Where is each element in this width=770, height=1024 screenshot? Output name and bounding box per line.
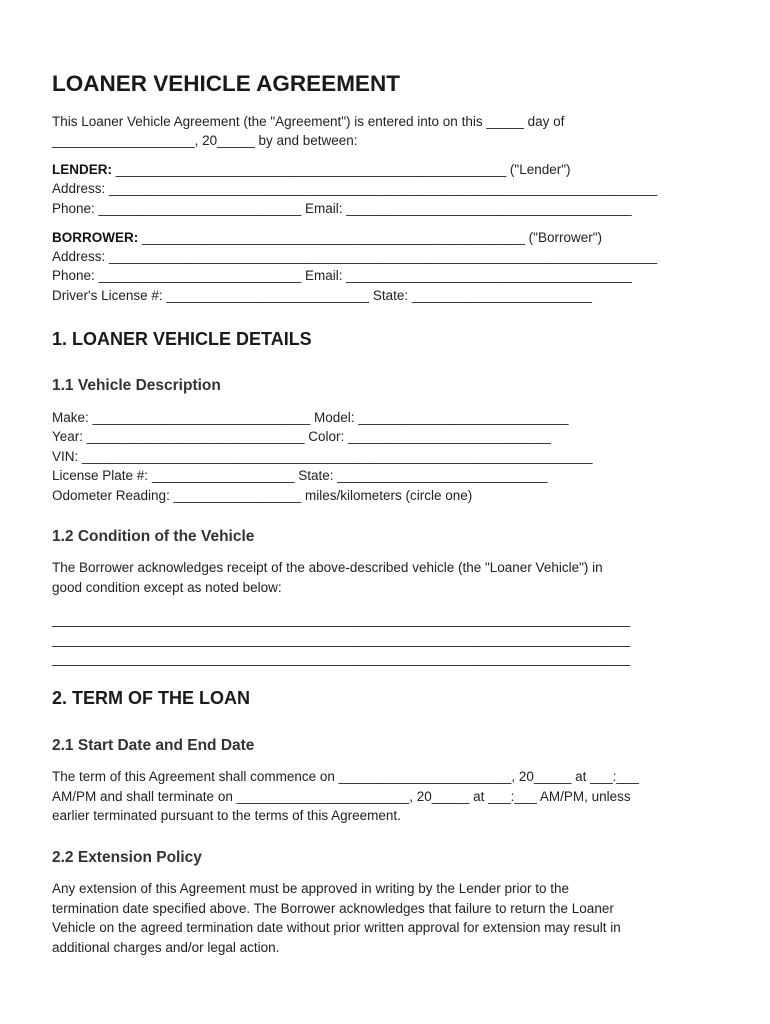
subsection-1-2-heading: 1.2 Condition of the Vehicle [52,528,255,545]
extension-text: additional charges and/or legal action. [52,940,280,955]
extension-text: termination date specified above. The Borrower acknowledges that failure to return the Loaner [52,901,614,916]
vehicle-year-color-field[interactable]: Year: _____________________________ Color: ___________________________ [52,429,551,444]
borrower-label: BORROWER: [52,230,139,245]
borrower-name-field[interactable]: ___________________________________________________ ("Borrower") [138,230,603,245]
term-text: AM/PM and shall terminate on _______________________, 20_____ at ___:___ AM/PM, unless [52,789,631,804]
lender-phone-email-field[interactable]: Phone: ___________________________ Email: ______________________________________ [52,201,632,216]
vehicle-vin-field[interactable]: VIN: ____________________________________________________________________ [52,449,593,464]
condition-note-line[interactable]: _____________________________________________________________________________ [52,612,631,627]
condition-text: The Borrower acknowledges receipt of the above-described vehicle (the "Loaner Vehicle") in [52,560,603,575]
lender-label: LENDER: [52,162,112,177]
intro-line: This Loaner Vehicle Agreement (the "Agreement") is entered into on this _____ day of [52,114,565,129]
intro-line: ___________________, 20_____ by and between: [52,133,358,148]
condition-text: good condition except as noted below: [52,580,282,595]
borrower-name-line [52,230,602,246]
extension-text: Vehicle on the agreed termination date without prior written approval for extension may result in [52,920,621,935]
vehicle-plate-state-field[interactable]: License Plate #: ___________________ State: ____________________________ [52,468,548,483]
condition-note-line[interactable]: _____________________________________________________________________________ [52,632,631,647]
condition-note-line[interactable]: _____________________________________________________________________________ [52,651,631,666]
term-text: earlier terminated pursuant to the terms of this Agreement. [52,808,401,823]
lender-name-line [52,162,571,178]
section-1-heading: 1. LOANER VEHICLE DETAILS [52,329,312,349]
lender-name-field[interactable]: ____________________________________________________ ("Lender") [112,162,571,177]
borrower-phone-email-field[interactable]: Phone: ___________________________ Email: ______________________________________ [52,268,632,283]
term-text: The term of this Agreement shall commence on _______________________, 20_____ at ___:___ [52,769,639,784]
extension-text: Any extension of this Agreement must be approved in writing by the Lender prior to the [52,881,570,896]
vehicle-make-model-field[interactable]: Make: _____________________________ Model: ____________________________ [52,410,569,425]
document-title: LOANER VEHICLE AGREEMENT [52,71,400,96]
borrower-license-field[interactable]: Driver's License #: ___________________________ State: ________________________ [52,288,593,303]
subsection-2-2-heading: 2.2 Extension Policy [52,849,202,866]
lender-address-field[interactable]: Address: _________________________________________________________________________ [52,181,658,196]
subsection-1-1-heading: 1.1 Vehicle Description [52,377,221,394]
section-2-heading: 2. TERM OF THE LOAN [52,688,250,708]
subsection-2-1-heading: 2.1 Start Date and End Date [52,737,255,754]
borrower-address-field[interactable]: Address: _________________________________________________________________________ [52,249,658,264]
vehicle-odometer-field[interactable]: Odometer Reading: _________________ miles/kilometers (circle one) [52,488,473,503]
